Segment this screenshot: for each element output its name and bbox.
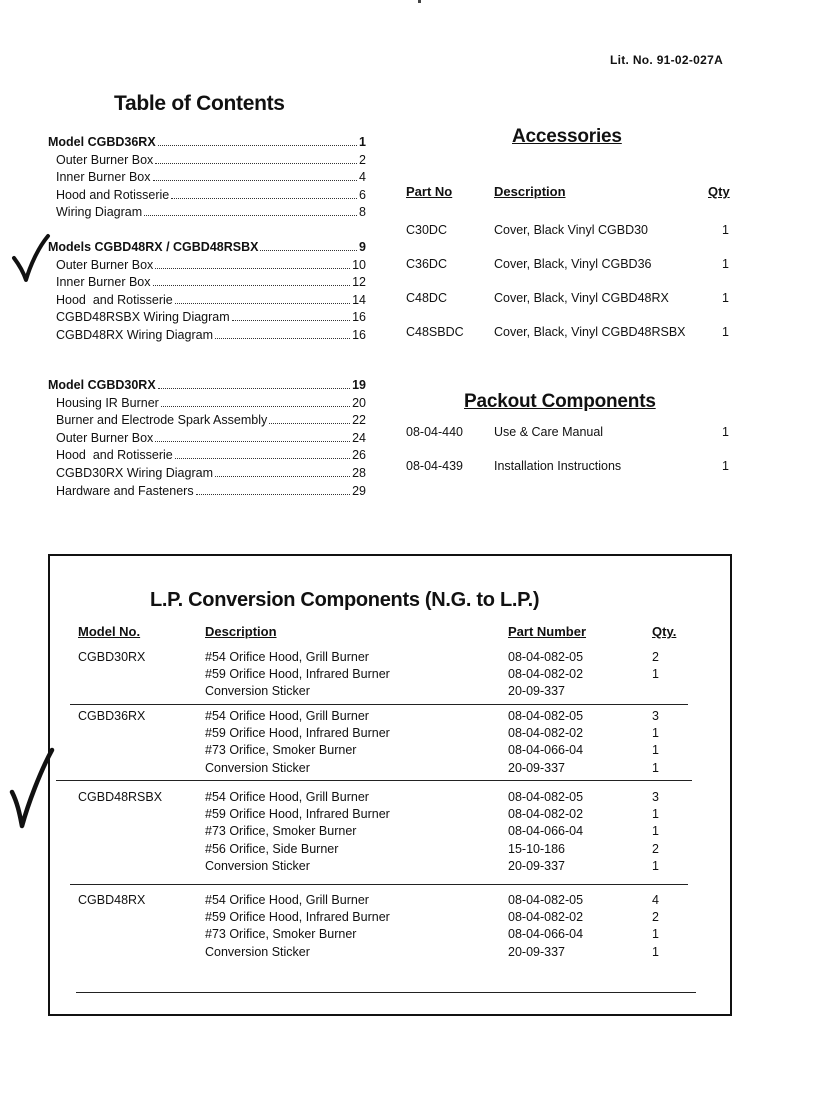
lp-row xyxy=(78,650,698,667)
accessory-description: Cover, Black, Vinyl CGBD48RX xyxy=(494,291,669,305)
packout-qty: 1 xyxy=(722,459,729,473)
toc-page: 4 xyxy=(359,170,366,185)
toc-item xyxy=(56,188,366,206)
lp-qty: 1 xyxy=(652,807,659,822)
lp-qty: 2 xyxy=(652,841,659,856)
toc-page: 22 xyxy=(352,413,366,428)
scan-speck xyxy=(418,0,421,3)
packout-description: Installation Instructions xyxy=(494,459,622,473)
accessory-qty: 1 xyxy=(722,223,729,237)
dot-leader xyxy=(161,406,350,407)
dot-leader xyxy=(153,180,358,181)
dot-leader xyxy=(158,388,350,389)
toc-page: 14 xyxy=(352,292,366,307)
toc-item xyxy=(56,328,366,346)
lp-qty: 2 xyxy=(652,910,659,925)
lp-part: 20-09-337 xyxy=(508,944,565,959)
accessory-qty: 1 xyxy=(722,291,729,305)
toc-page: 8 xyxy=(359,205,366,220)
toc-item xyxy=(56,170,366,188)
toc-item xyxy=(56,413,366,431)
lp-qty: 4 xyxy=(652,893,659,907)
lp-model: CGBD30RX xyxy=(78,650,146,664)
lp-header-part: Part Number xyxy=(508,624,587,639)
toc-page: 20 xyxy=(352,395,366,410)
lp-row xyxy=(78,807,698,824)
toc-item-label: Outer Burner Box xyxy=(56,152,154,167)
lp-description: #54 Orifice Hood, Grill Burner xyxy=(205,650,369,664)
lp-part: 08-04-082-02 xyxy=(508,910,584,925)
dot-leader xyxy=(215,476,350,477)
lp-qty: 1 xyxy=(652,743,659,758)
group-divider xyxy=(70,884,688,885)
toc-item xyxy=(56,275,366,293)
toc-heading-label: Model CGBD30RX xyxy=(48,378,156,392)
lp-part: 08-04-082-02 xyxy=(508,726,584,741)
accessory-part: C48SBDC xyxy=(406,325,464,339)
packout-part: 08-04-439 xyxy=(406,459,463,473)
lp-part: 20-09-337 xyxy=(508,760,565,775)
lp-header-model: Model No. xyxy=(78,624,141,639)
toc-group-cgbd30rx xyxy=(48,378,366,501)
lp-part: 20-09-337 xyxy=(508,684,565,699)
toc-page: 24 xyxy=(352,430,366,445)
toc-item-label: CGBD30RX Wiring Diagram xyxy=(56,465,213,480)
lp-row xyxy=(78,667,698,684)
dot-leader xyxy=(175,458,350,459)
accessories-header-description: Description xyxy=(494,184,566,199)
lp-description: #73 Orifice, Smoker Burner xyxy=(205,743,357,758)
lp-row xyxy=(78,726,698,743)
accessory-qty: 1 xyxy=(722,257,729,271)
lp-row xyxy=(78,743,698,760)
lp-qty: 3 xyxy=(652,790,659,804)
accessory-part: C48DC xyxy=(406,291,447,305)
lp-qty: 1 xyxy=(652,927,659,942)
toc-item-label: Wiring Diagram xyxy=(56,205,143,220)
lp-group-cgbd36rx xyxy=(78,709,698,778)
lp-qty: 1 xyxy=(652,858,659,873)
lp-row xyxy=(78,893,698,910)
dot-leader xyxy=(155,441,350,442)
lp-part: 08-04-082-02 xyxy=(508,807,584,822)
toc-title: Table of Contents xyxy=(114,92,285,115)
lp-row xyxy=(78,824,698,841)
toc-page: 26 xyxy=(352,448,366,463)
lp-row xyxy=(78,842,698,859)
checkmark-icon xyxy=(8,232,52,284)
lp-description: Conversion Sticker xyxy=(205,858,310,873)
accessory-description: Cover, Black, Vinyl CGBD36 xyxy=(494,257,652,271)
toc-item-label: CGBD48RX Wiring Diagram xyxy=(56,327,213,342)
lp-qty: 2 xyxy=(652,650,659,664)
lp-part: 08-04-082-05 xyxy=(508,709,584,723)
accessory-part: C36DC xyxy=(406,257,447,271)
accessory-description: Cover, Black Vinyl CGBD30 xyxy=(494,223,648,237)
lp-row xyxy=(78,945,698,962)
toc-item-label: Inner Burner Box xyxy=(56,170,151,185)
lp-qty: 1 xyxy=(652,760,659,775)
accessories-header-part: Part No xyxy=(406,184,453,199)
toc-item xyxy=(56,310,366,328)
lp-part: 08-04-082-05 xyxy=(508,790,584,804)
table-bottom-rule xyxy=(76,992,696,993)
toc-page: 19 xyxy=(352,378,366,392)
toc-item xyxy=(56,293,366,311)
toc-item-label: Hardware and Fasteners xyxy=(56,483,194,498)
toc-item-label: Housing IR Burner xyxy=(56,395,159,410)
toc-item-label: Hood and Rotisserie xyxy=(56,187,170,202)
dot-leader xyxy=(171,198,357,199)
lp-row xyxy=(78,927,698,944)
lp-row xyxy=(78,709,698,726)
toc-item xyxy=(56,153,366,171)
toc-page: 6 xyxy=(359,187,366,202)
dot-leader xyxy=(260,250,357,251)
lp-description: #73 Orifice, Smoker Burner xyxy=(205,824,357,839)
lp-description: #73 Orifice, Smoker Burner xyxy=(205,927,357,942)
lp-group-cgbd48rx xyxy=(78,893,698,962)
literature-number: Lit. No. 91-02-027A xyxy=(610,53,724,67)
lp-model: CGBD36RX xyxy=(78,709,146,723)
dot-leader xyxy=(215,338,350,339)
dot-leader xyxy=(269,423,350,424)
lp-description: #59 Orifice Hood, Infrared Burner xyxy=(205,667,390,682)
lp-part: 08-04-066-04 xyxy=(508,824,584,839)
toc-item xyxy=(56,258,366,276)
toc-heading xyxy=(48,378,366,396)
toc-item-label: Inner Burner Box xyxy=(56,275,151,290)
lp-row xyxy=(78,684,698,701)
toc-item xyxy=(56,448,366,466)
toc-page: 16 xyxy=(352,327,366,342)
toc-group-cgbd48 xyxy=(48,240,366,346)
lp-row xyxy=(78,761,698,778)
toc-item xyxy=(56,466,366,484)
lp-description: #54 Orifice Hood, Grill Burner xyxy=(205,709,369,723)
toc-heading xyxy=(48,135,366,153)
lp-model: CGBD48RX xyxy=(78,893,146,907)
dot-leader xyxy=(196,494,351,495)
toc-item-label: Outer Burner Box xyxy=(56,430,154,445)
lp-description: Conversion Sticker xyxy=(205,944,310,959)
toc-page: 10 xyxy=(352,257,366,272)
lp-qty: 1 xyxy=(652,667,659,682)
toc-item xyxy=(56,431,366,449)
toc-item xyxy=(56,484,366,502)
toc-item xyxy=(56,396,366,414)
lp-conversion-title: L.P. Conversion Components (N.G. to L.P.) xyxy=(150,589,540,611)
lp-description: #59 Orifice Hood, Infrared Burner xyxy=(205,910,390,925)
lp-description: #59 Orifice Hood, Infrared Burner xyxy=(205,726,390,741)
lp-qty: 1 xyxy=(652,726,659,741)
packout-title: Packout Components xyxy=(464,391,656,412)
lp-qty: 3 xyxy=(652,709,659,723)
lp-qty: 1 xyxy=(652,944,659,959)
lp-description: #59 Orifice Hood, Infrared Burner xyxy=(205,807,390,822)
toc-page: 28 xyxy=(352,465,366,480)
lp-qty: 1 xyxy=(652,824,659,839)
dot-leader xyxy=(155,163,357,164)
lp-row xyxy=(78,910,698,927)
dot-leader xyxy=(155,268,350,269)
packout-part: 08-04-440 xyxy=(406,425,463,439)
lp-header-qty: Qty. xyxy=(652,624,677,639)
toc-page: 9 xyxy=(359,240,366,254)
toc-page: 16 xyxy=(352,310,366,325)
toc-item-label: Hood and Rotisserie xyxy=(56,448,173,463)
lp-header-description: Description xyxy=(205,624,277,639)
accessory-description: Cover, Black, Vinyl CGBD48RSBX xyxy=(494,325,686,339)
lp-description: #54 Orifice Hood, Grill Burner xyxy=(205,893,369,907)
lp-part: 08-04-082-05 xyxy=(508,893,584,907)
lp-part: 08-04-082-05 xyxy=(508,650,584,664)
group-divider xyxy=(56,780,692,781)
toc-group-cgbd36rx xyxy=(48,135,366,223)
dot-leader xyxy=(158,145,357,146)
toc-item-label: Hood and Rotisserie xyxy=(56,292,173,307)
toc-page: 29 xyxy=(352,483,366,498)
toc-item-label: Outer Burner Box xyxy=(56,257,154,272)
lp-part: 15-10-186 xyxy=(508,841,565,856)
lp-description: #54 Orifice Hood, Grill Burner xyxy=(205,790,369,804)
toc-heading-label: Models CGBD48RX / CGBD48RSBX xyxy=(48,240,259,254)
dot-leader xyxy=(153,285,351,286)
toc-heading xyxy=(48,240,366,258)
lp-group-cgbd30rx xyxy=(78,650,698,702)
dot-leader xyxy=(232,320,350,321)
dot-leader xyxy=(144,215,357,216)
toc-item-label: Burner and Electrode Spark Assembly xyxy=(56,413,268,428)
lp-description: Conversion Sticker xyxy=(205,760,310,775)
lp-row xyxy=(78,790,698,807)
lp-part: 20-09-337 xyxy=(508,858,565,873)
accessories-header-qty: Qty xyxy=(708,184,730,199)
accessories-title: Accessories xyxy=(512,126,622,147)
accessory-part: C30DC xyxy=(406,223,447,237)
lp-row xyxy=(78,859,698,876)
lp-description: #56 Orifice, Side Burner xyxy=(205,841,339,856)
dot-leader xyxy=(175,303,350,304)
toc-item xyxy=(56,205,366,223)
toc-page: 1 xyxy=(359,135,366,149)
lp-part: 08-04-066-04 xyxy=(508,927,584,942)
lp-group-cgbd48rsbx xyxy=(78,790,698,876)
lp-part: 08-04-066-04 xyxy=(508,743,584,758)
toc-page: 2 xyxy=(359,152,366,167)
packout-qty: 1 xyxy=(722,425,729,439)
toc-item-label: CGBD48RSBX Wiring Diagram xyxy=(56,310,230,325)
lp-part: 08-04-082-02 xyxy=(508,667,584,682)
accessory-qty: 1 xyxy=(722,325,729,339)
toc-page: 12 xyxy=(352,275,366,290)
lp-model: CGBD48RSBX xyxy=(78,790,163,804)
toc-heading-label: Model CGBD36RX xyxy=(48,135,156,149)
lp-description: Conversion Sticker xyxy=(205,684,310,699)
group-divider xyxy=(70,704,688,705)
packout-description: Use & Care Manual xyxy=(494,425,604,439)
